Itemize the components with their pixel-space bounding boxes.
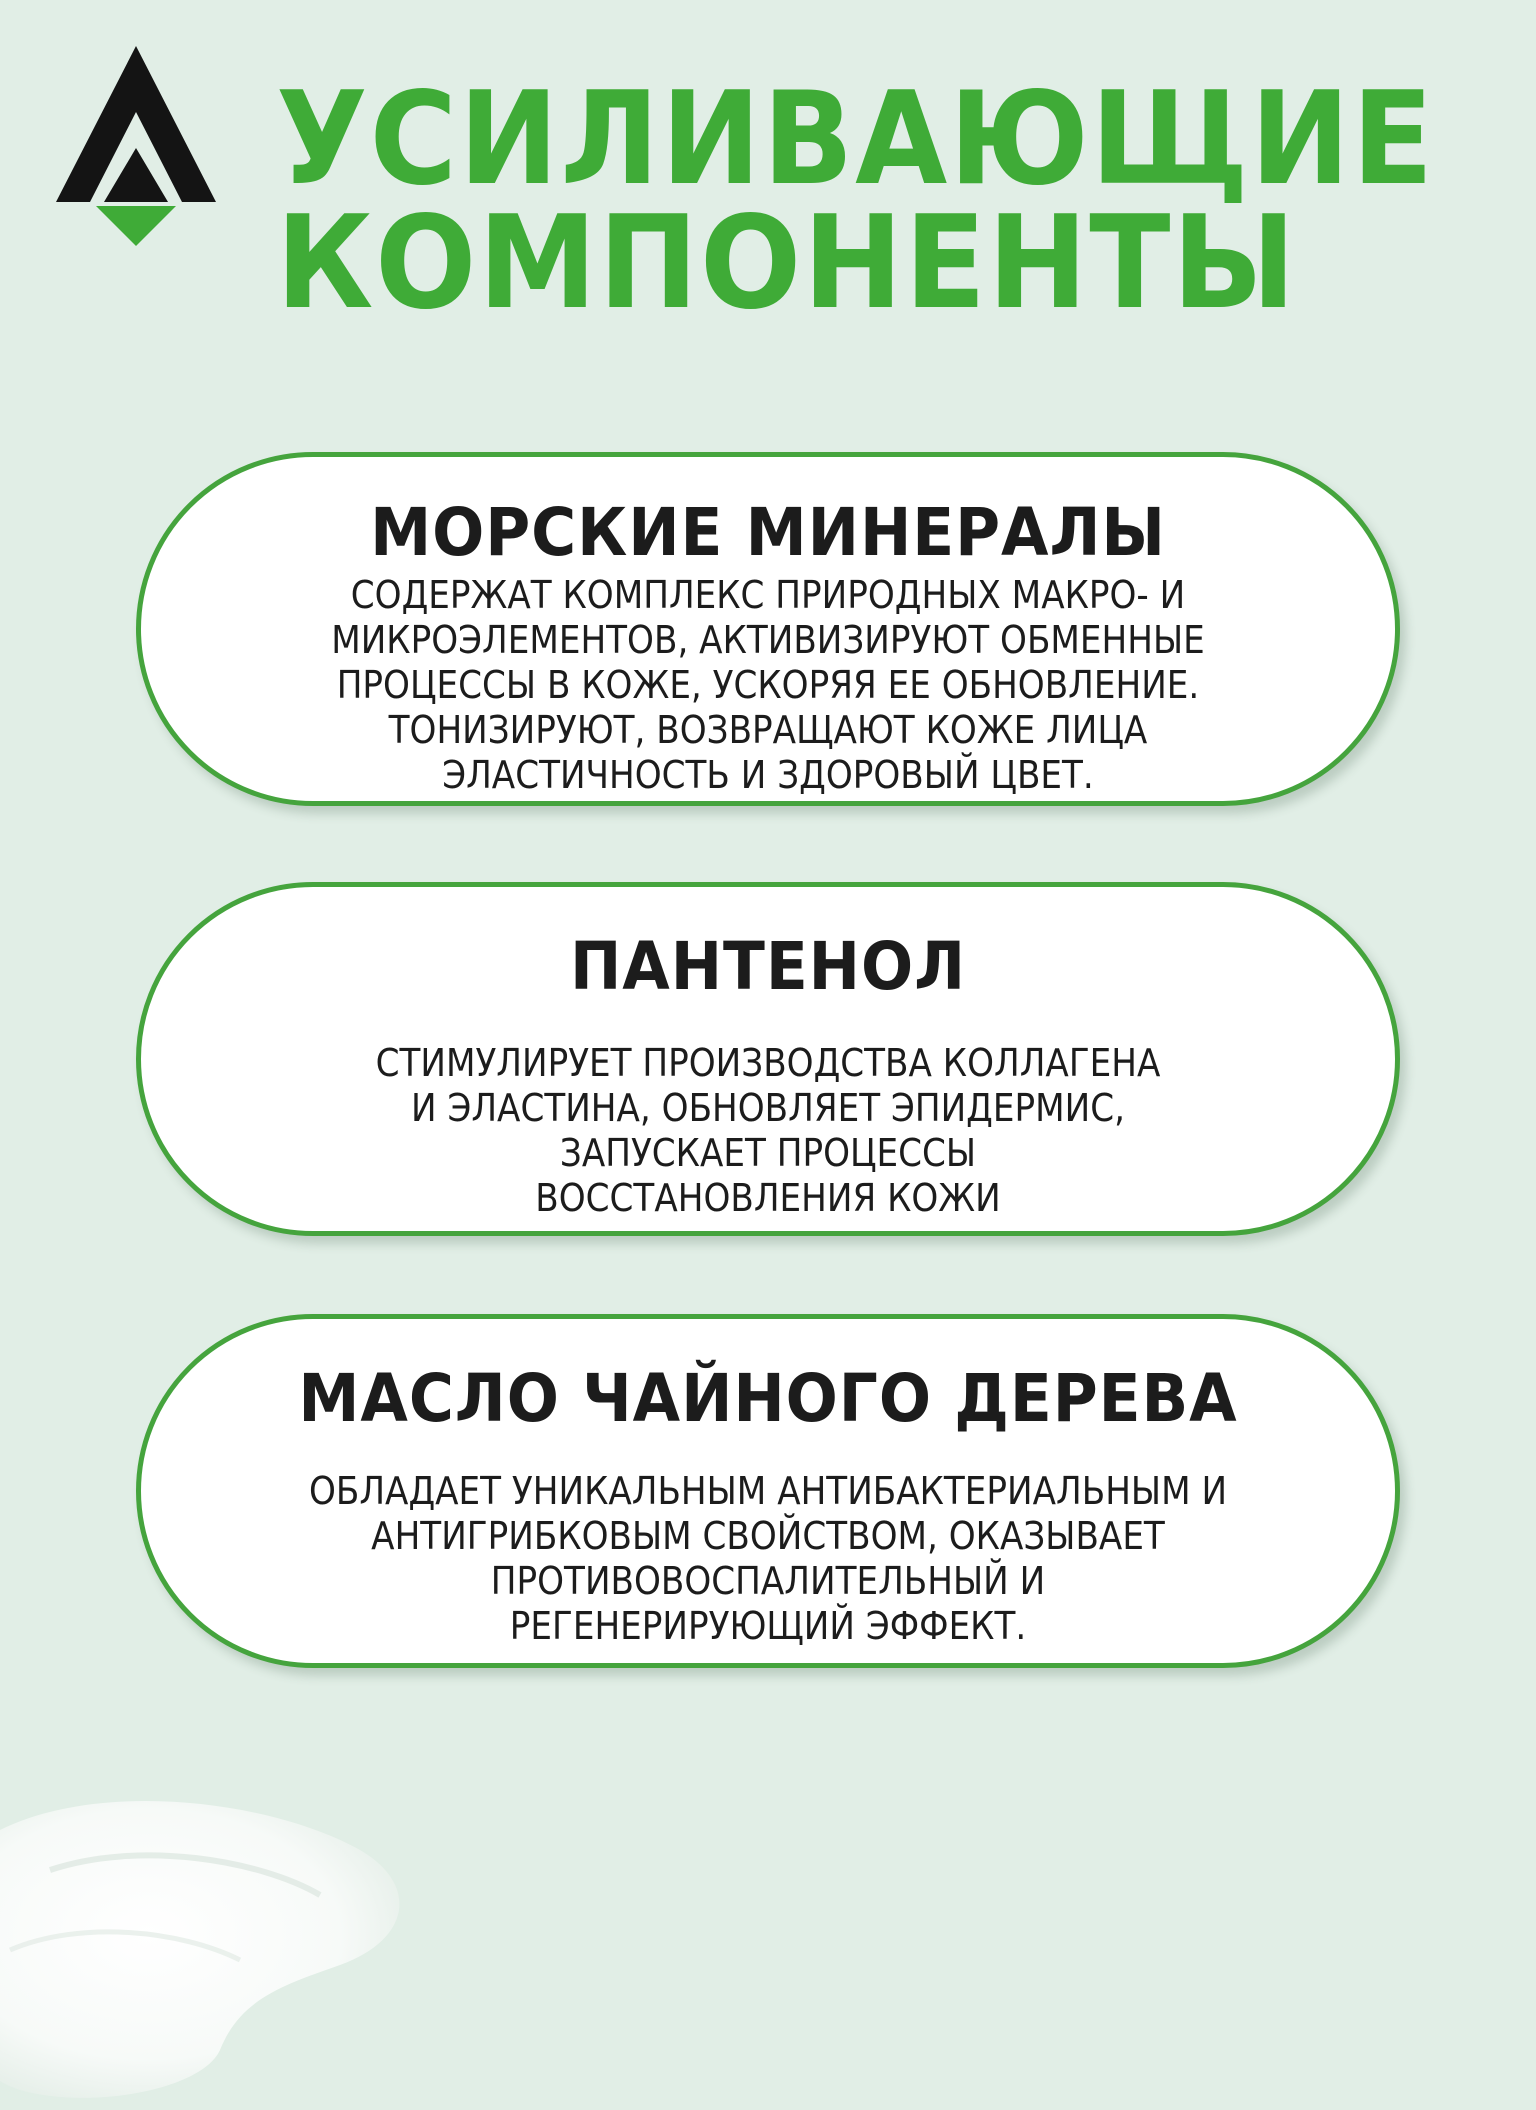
page-title-line-1: УСИЛИВАЮЩИЕ	[276, 65, 1436, 214]
component-description: СТИМУЛИРУЕТ ПРОИЗВОДСТВА КОЛЛАГЕНА И ЭЛАСТИНА, ОБНОВЛЯЕТ ЭПИДЕРМИС, ЗАПУСКАЕТ ПРОЦЕССЫ ВОССТАНОВЛЕНИЯ КОЖИ	[375, 1041, 1161, 1220]
component-title: МОРСКИЕ МИНЕРАЛЫ	[370, 494, 1166, 571]
component-description: ОБЛАДАЕТ УНИКАЛЬНЫМ АНТИБАКТЕРИАЛЬНЫМ И АНТИГРИБКОВЫМ СВОЙСТВОМ, ОКАЗЫВАЕТ ПРОТИВОВОСПАЛИТЕЛЬНЫЙ И РЕГЕНЕРИРУЮЩИЙ ЭФФЕКТ.	[308, 1469, 1228, 1648]
triangle-logo-icon	[56, 46, 216, 248]
page-title-line-2: КОМПОНЕНТЫ	[276, 189, 1298, 338]
component-card-panthenol	[136, 882, 1400, 1236]
component-card-sea-minerals	[136, 452, 1400, 806]
component-title: ПАНТЕНОЛ	[569, 928, 967, 1005]
component-title: МАСЛО ЧАЙНОГО ДЕРЕВА	[298, 1360, 1238, 1437]
component-description: СОДЕРЖАТ КОМПЛЕКС ПРИРОДНЫХ МАКРО- И МИКРОЭЛЕМЕНТОВ, АКТИВИЗИРУЮТ ОБМЕННЫЕ ПРОЦЕССЫ В КОЖЕ, УСКОРЯЯ ЕЕ ОБНОВЛЕНИЕ. ТОНИЗИРУЮТ, ВОЗВРАЩАЮТ КОЖЕ ЛИЦА ЭЛАСТИЧНОСТЬ И ЗДОРОВЫЙ ЦВЕТ.	[331, 573, 1205, 797]
cream-swatch-icon	[0, 1790, 460, 2110]
component-card-tea-tree-oil	[136, 1314, 1400, 1668]
page-title	[276, 65, 1436, 338]
